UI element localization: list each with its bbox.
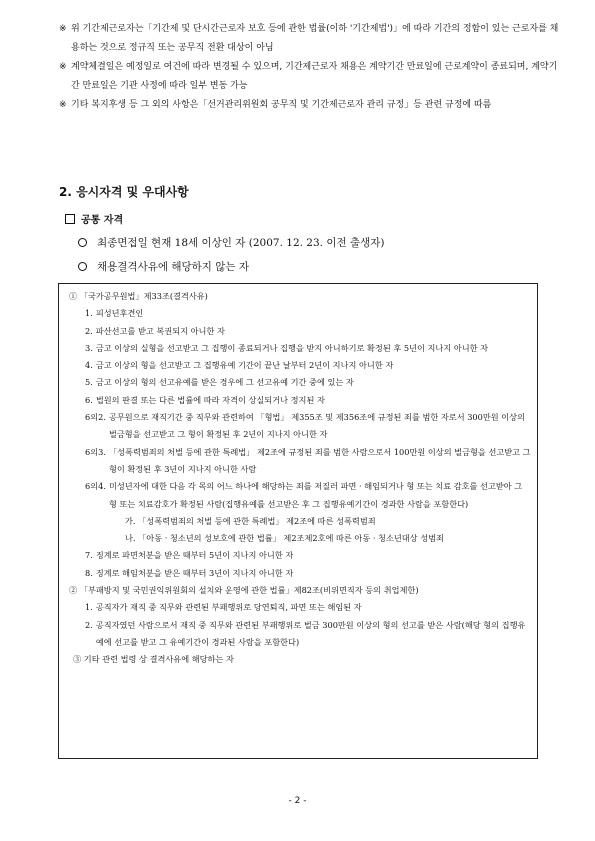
item-number: 3. [85,342,93,353]
condition-item [78,259,249,274]
item-text: 금고 이상의 실형을 선고받고 그 집행이 종료되거나 집행을 받지 아니하기로 확정된 후 5년이 지나지 아니한 자 [95,342,489,353]
condition-item [78,235,384,250]
law1-item [69,478,531,513]
item-number: 6의3. [85,446,106,457]
law1-item [69,444,531,479]
item-number: 1. [85,308,93,319]
law1-item [69,305,531,322]
item-number: 6의2. [85,412,106,423]
item-text: 공직자였던 사람으로서 재직 중 직무와 관련된 부패행위로 벌금 300만원 이상의 형의 선고를 받은 사람(해당 형의 집행유예에 선고를 받고 그 유예기간이 경과된 사람을 포함한다) [95,619,526,647]
law1-item [69,357,531,374]
law1-item [69,392,531,409]
subsection-heading [65,211,123,226]
note-mark: ※ [59,62,67,72]
item-text: 파산선고를 받고 복권되지 아니한 자 [95,325,225,336]
item-number: 6의4. [85,481,106,492]
item-number: 7. [85,550,93,561]
item-text: 징계로 파면처분을 받은 때부터 5년이 지나지 아니한 자 [95,550,294,561]
item-number: 2. [85,619,93,630]
item-text: 징계로 해임처분을 받은 때부터 3년이 지나지 아니한 자 [95,567,294,578]
item-number: 4. [85,360,93,371]
item-text: 피성년후견인 [95,308,144,319]
item-number: 8. [85,567,93,578]
section-title: 2. 응시자격 및 우대사항 [59,185,189,199]
condition-text: 최종면접일 현재 18세 이상인 자 (2007. 12. 23. 이전 출생자) [97,237,385,249]
disqualification-box [58,283,538,759]
note-item [59,96,559,115]
law2-item [69,599,531,616]
item-text: 금고 이상의 형의 선고유예를 받은 경우에 그 선고유예 기간 중에 있는 자 [95,377,354,388]
subsection-title: 공통 자격 [81,215,124,226]
law1-subitem: 가. 「성폭력범죄의 처벌 등에 관한 특례법」 제2조에 따른 성폭력범죄 [125,515,376,526]
note-text: 위 기간제근로자는「기간제 및 단시간근로자 보호 등에 관한 법률(이하 '기간제법')」에 따라 기간의 정함이 있는 근로자를 채용하는 것으로 정규직 또는 공무직 전환 대상이 아님 [71,24,559,53]
law2-item [69,617,531,652]
item-number: 6. [85,394,93,405]
law2-title: ② 「부패방지 및 국민권익위원회의 설치와 운영에 관한 법률」제82조(비위면직자 등의 취업제한) [69,585,419,596]
item-text: 법원의 판결 또는 다른 법률에 따라 자격이 상실되거나 정지된 자 [95,394,325,405]
square-bullet-icon [65,214,75,224]
law1-subitem: 나. 「아동 · 청소년의 성보호에 관한 법률」 제2조제2호에 따른 아동 · 청소년대상 성범죄 [125,533,444,544]
law1-title: ① 「국가공무원법」제33조(결격사유) [69,291,208,301]
notes-list [59,20,559,115]
item-text: 공무원으로 재직기간 중 직무와 관련하여 「형법」 제355조 및 제356조에 규정된 죄를 범한 자로서 300만원 이상의 벌금형을 선고받고 그 형이 확정된 후 2년이 지나지 아니한 자 [108,412,525,440]
circle-bullet-icon [78,238,87,247]
condition-text: 채용결격사유에 해당하지 않는 자 [97,261,250,273]
circle-bullet-icon [78,262,87,271]
note-item [59,20,559,58]
item-text: 미성년자에 대한 다음 각 목의 어느 하나에 해당하는 죄를 저질러 파면 · 해임되거나 형 또는 치료 감호를 선고받아 그 형 또는 치료감호가 확정된 사람(집행유예를 선고받은 후 그 집행유예기간이 경과한 사람을 포함한다) [108,481,523,509]
law1-item [69,323,531,340]
law3-title: ③ 기타 관련 법령 상 결격사유에 해당하는 자 [73,654,234,665]
note-mark: ※ [59,24,67,34]
item-number: 2. [85,325,93,336]
page-number: - 2 - [288,796,307,806]
note-text: 계약체결일은 예정일로 여건에 따라 변경될 수 있으며, 기간제근로자 채용은 계약기간 만료일에 근로계약이 종료되며, 계약기간 만료일은 기관 사정에 따라 일부 변동 가능 [71,62,558,91]
item-number: 5. [85,377,93,388]
law1-item [69,409,531,444]
item-text: 「성폭력범죄의 처벌 등에 관한 특례법」 제2조에 규정된 죄를 범한 사람으로서 100만원 이상의 벌금형을 선고받고 그 형이 확정된 후 3년이 지나지 아니한 사람 [108,446,531,474]
item-text: 공직자가 재직 중 직무와 관련된 부패행위로 당연퇴직, 파면 또는 해임된 자 [95,602,362,613]
law1-item [69,565,531,582]
note-text: 기타 복지후생 등 그 외의 사항은「선거관리위원회 공무직 및 기간제근로자 관리 규정」등 관련 규정에 따름 [71,100,492,110]
law1-item [69,340,531,357]
law1-item [69,547,531,564]
note-item [59,58,559,96]
law1-item [69,374,531,391]
item-number: 1. [85,602,93,613]
note-mark: ※ [59,100,67,110]
item-text: 금고 이상의 형을 선고받고 그 집행유예 기간이 끝난 날부터 2년이 지나지 아니한 자 [95,360,394,371]
